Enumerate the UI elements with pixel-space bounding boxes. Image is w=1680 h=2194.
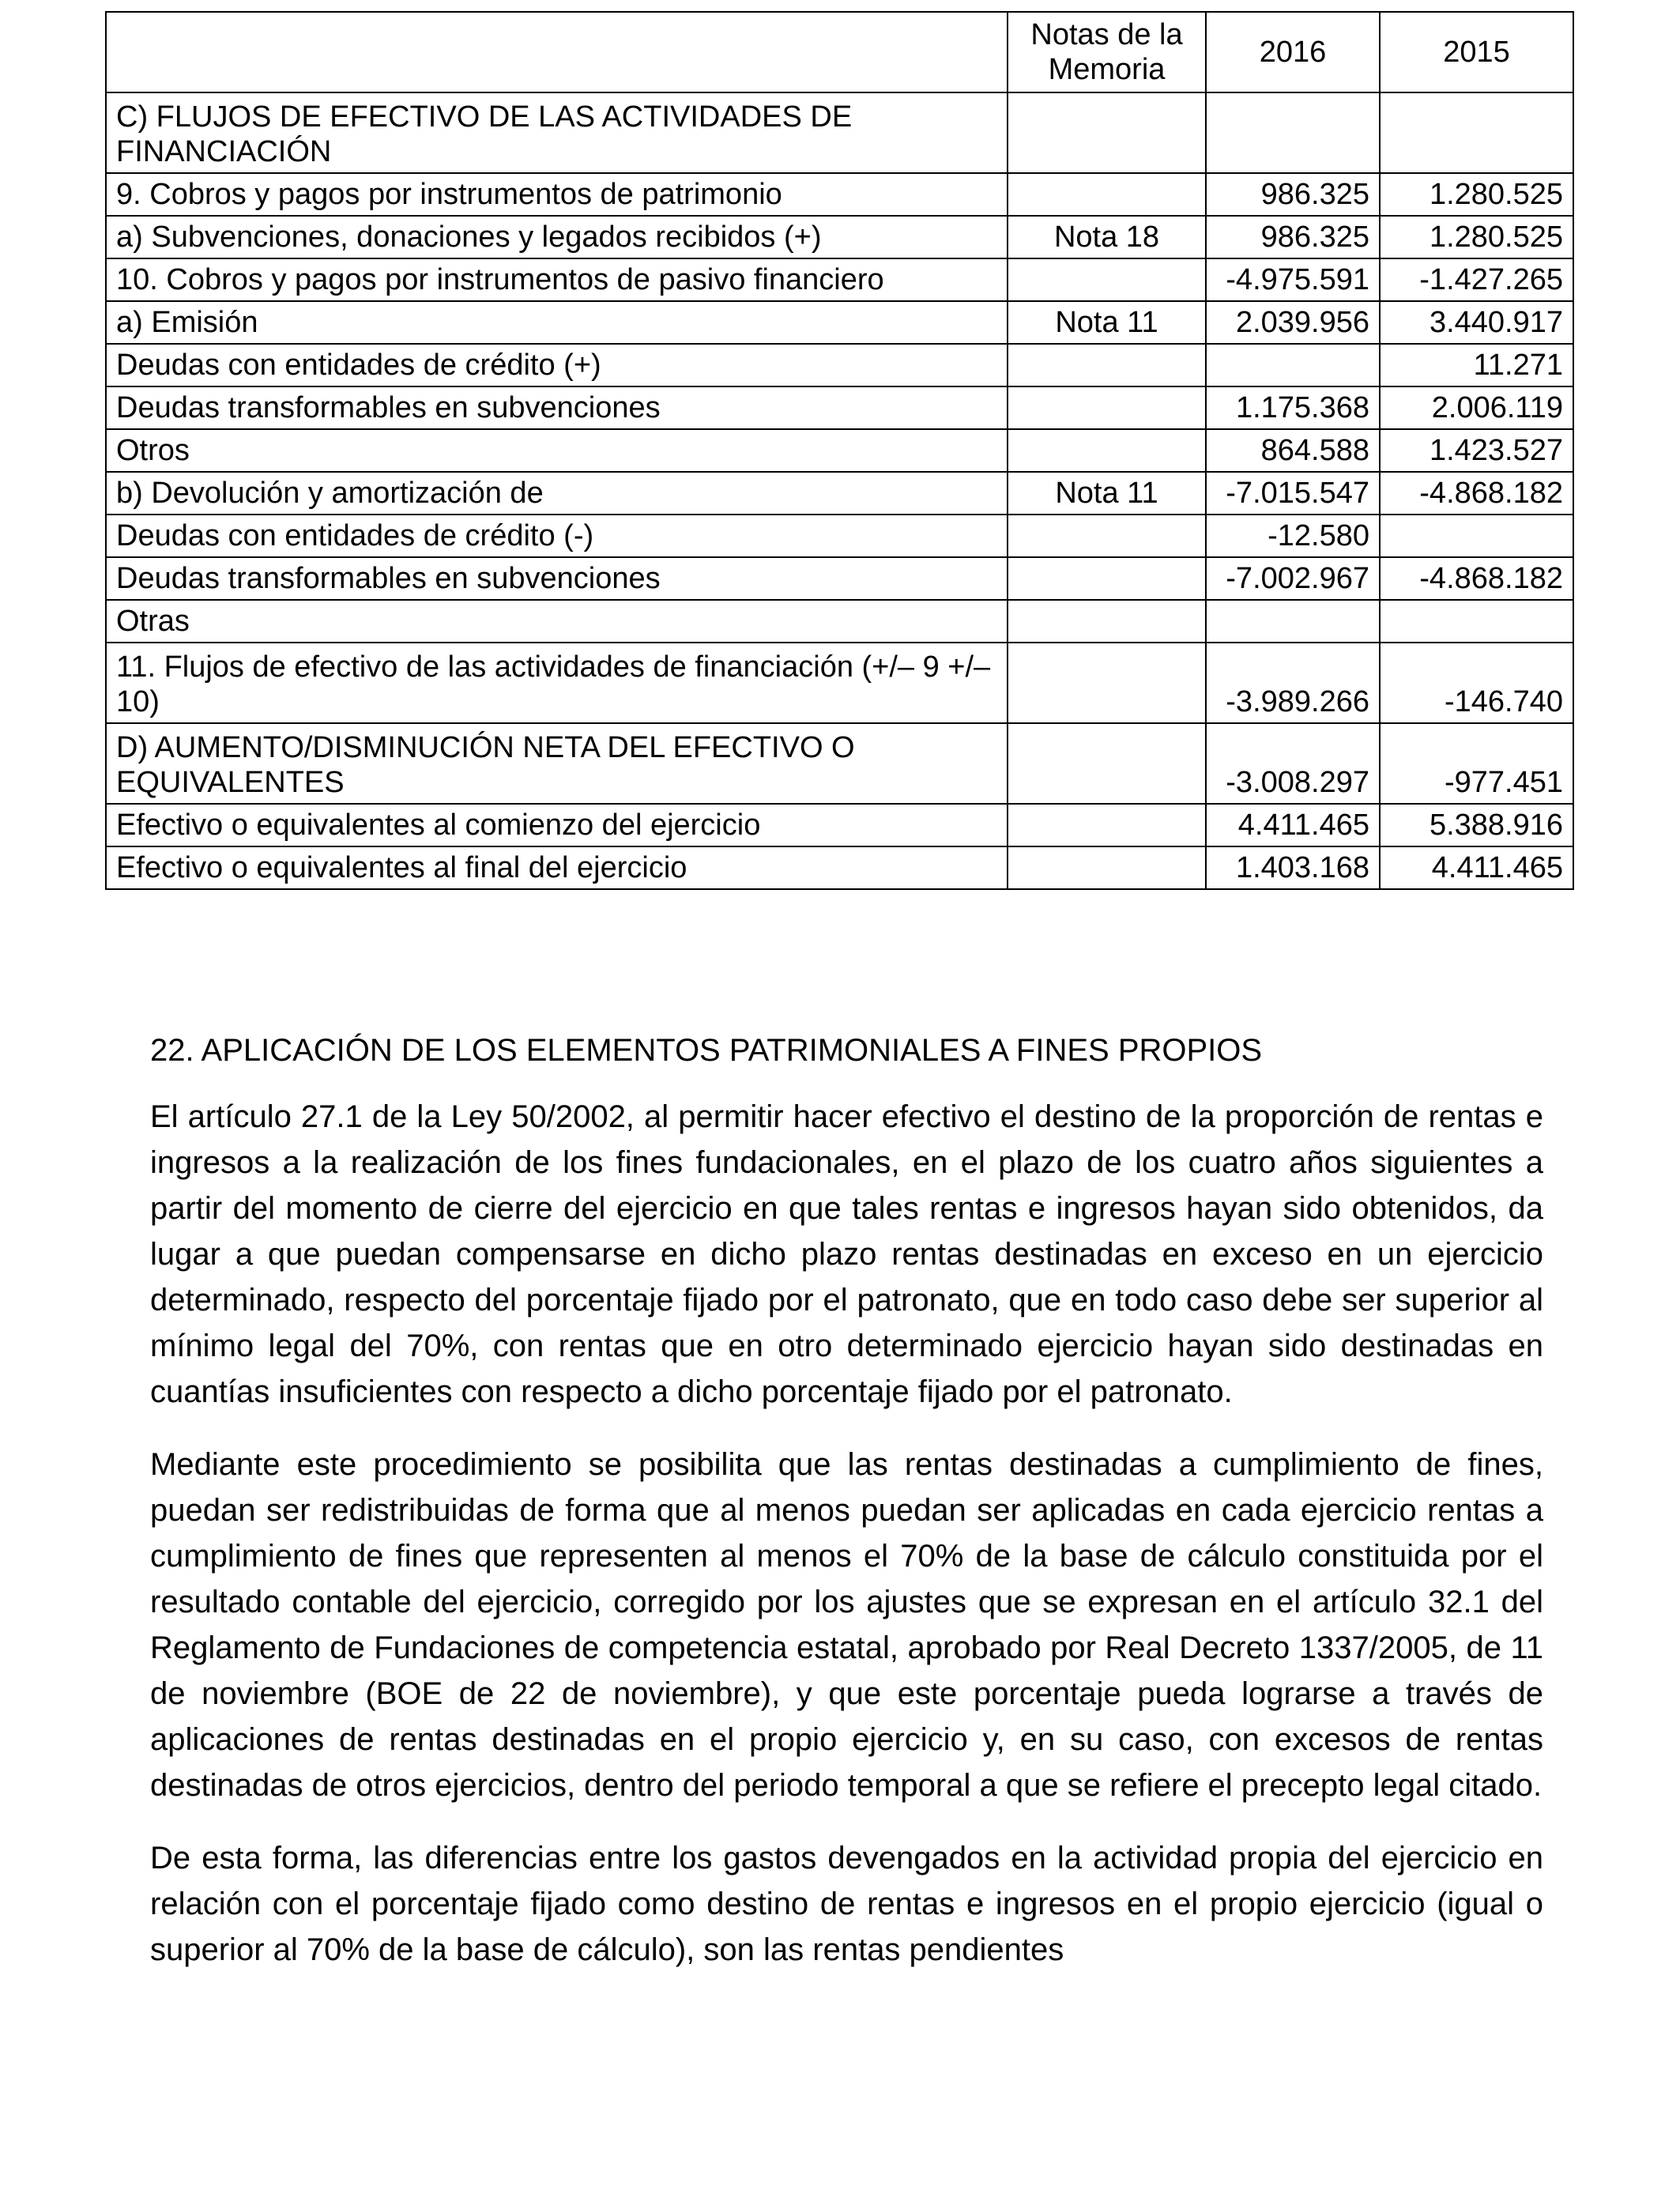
- row-value-2016: 1.175.368: [1206, 386, 1380, 429]
- row-value-2015: 1.280.525: [1380, 173, 1573, 216]
- row-label: C) FLUJOS DE EFECTIVO DE LAS ACTIVIDADES DE FINANCIACIÓN: [106, 92, 1008, 173]
- header-year-2016: 2016: [1206, 12, 1380, 92]
- row-note: Nota 18: [1008, 216, 1206, 258]
- row-note: [1008, 600, 1206, 643]
- row-label: a) Emisión: [106, 301, 1008, 344]
- row-note: [1008, 515, 1206, 557]
- row-label: 11. Flujos de efectivo de las actividades de financiación (+/– 9 +/– 10): [106, 643, 1008, 723]
- row-value-2016: -3.008.297: [1206, 723, 1380, 804]
- row-value-2016: 986.325: [1206, 216, 1380, 258]
- paragraph-3: De esta forma, las diferencias entre los gastos devengados en la actividad propia del ejercicio en relación con el porcentaje fijado como destino de rentas e ingresos en el propio ejercicio (igual o superior al 70% de la base de cálculo), son las rentas pendientes: [150, 1841, 1543, 1967]
- row-note: [1008, 92, 1206, 173]
- row-value-2016: 986.325: [1206, 173, 1380, 216]
- row-value-2016: -7.002.967: [1206, 557, 1380, 600]
- row-label: 10. Cobros y pagos por instrumentos de pasivo financiero: [106, 258, 1008, 301]
- table-header-row: [106, 12, 1573, 92]
- row-value-2015: -1.427.265: [1380, 258, 1573, 301]
- row-note: [1008, 429, 1206, 472]
- table-row: [106, 92, 1573, 173]
- row-note: [1008, 723, 1206, 804]
- table-row: [106, 515, 1573, 557]
- table-row: [106, 173, 1573, 216]
- row-value-2015: [1380, 600, 1573, 643]
- row-label: a) Subvenciones, donaciones y legados recibidos (+): [106, 216, 1008, 258]
- section-title: 22. APLICACIÓN DE LOS ELEMENTOS PATRIMONIALES A FINES PROPIOS: [150, 1033, 1263, 1068]
- row-note: [1008, 258, 1206, 301]
- row-label: Otras: [106, 600, 1008, 643]
- header-notes: Notas de la Memoria: [1008, 12, 1206, 92]
- table-row: [106, 557, 1573, 600]
- row-label: Efectivo o equivalentes al final del ejercicio: [106, 846, 1008, 889]
- cash-flow-table: [105, 11, 1574, 890]
- row-label: Otros: [106, 429, 1008, 472]
- row-label: Deudas transformables en subvenciones: [106, 386, 1008, 429]
- table-row: [106, 429, 1573, 472]
- row-label: Deudas con entidades de crédito (+): [106, 344, 1008, 386]
- row-value-2016: [1206, 600, 1380, 643]
- row-note: [1008, 173, 1206, 216]
- section-22: [150, 1027, 1543, 2000]
- row-value-2015: 11.271: [1380, 344, 1573, 386]
- row-value-2016: -7.015.547: [1206, 472, 1380, 515]
- row-label: D) AUMENTO/DISMINUCIÓN NETA DEL EFECTIVO O EQUIVALENTES: [106, 723, 1008, 804]
- row-value-2015: 5.388.916: [1380, 804, 1573, 846]
- table-row: [106, 804, 1573, 846]
- row-note: Nota 11: [1008, 472, 1206, 515]
- row-label: Efectivo o equivalentes al comienzo del ejercicio: [106, 804, 1008, 846]
- table-row: [106, 258, 1573, 301]
- paragraph-2: Mediante este procedimiento se posibilita que las rentas destinadas a cumplimiento de fines, puedan ser redistribuidas de forma que al menos puedan ser aplicadas en cada ejercicio rentas a cumplimiento de fines que representen al menos el 70% de la base de cálculo constituida por el resultado contable del ejercicio, corregido por los ajustes que se expresan en el artículo 32.1 del Reglamento de Fundaciones de competencia estatal, aprobado por Real Decreto 1337/2005, de 11 de noviembre (BOE de 22 de noviembre), y que este porcentaje pueda lograrse a través de aplicaciones de rentas destinadas en el propio ejercicio y, en su caso, con excesos de rentas destinadas de otros ejercicios, dentro del periodo temporal a que se refiere el precepto legal citado.: [150, 1447, 1543, 1803]
- row-value-2016: 864.588: [1206, 429, 1380, 472]
- row-value-2015: 1.423.527: [1380, 429, 1573, 472]
- row-value-2016: 4.411.465: [1206, 804, 1380, 846]
- row-value-2016: -12.580: [1206, 515, 1380, 557]
- row-label: b) Devolución y amortización de: [106, 472, 1008, 515]
- row-value-2015: 2.006.119: [1380, 386, 1573, 429]
- row-value-2015: -146.740: [1380, 643, 1573, 723]
- header-year-2015: 2015: [1380, 12, 1573, 92]
- row-note: [1008, 344, 1206, 386]
- row-value-2016: 2.039.956: [1206, 301, 1380, 344]
- row-value-2016: [1206, 344, 1380, 386]
- row-note: [1008, 643, 1206, 723]
- table-row: [106, 216, 1573, 258]
- row-note: [1008, 804, 1206, 846]
- row-value-2016: -4.975.591: [1206, 258, 1380, 301]
- table-row: [106, 643, 1573, 723]
- row-label: Deudas con entidades de crédito (-): [106, 515, 1008, 557]
- row-note: Nota 11: [1008, 301, 1206, 344]
- header-concept: [106, 12, 1008, 92]
- row-note: [1008, 557, 1206, 600]
- row-value-2016: [1206, 92, 1380, 173]
- table-row: [106, 472, 1573, 515]
- table-row: [106, 846, 1573, 889]
- row-value-2015: -977.451: [1380, 723, 1573, 804]
- row-value-2015: -4.868.182: [1380, 472, 1573, 515]
- row-value-2015: -4.868.182: [1380, 557, 1573, 600]
- table-row: [106, 386, 1573, 429]
- row-value-2015: [1380, 515, 1573, 557]
- row-value-2016: -3.989.266: [1206, 643, 1380, 723]
- row-note: [1008, 386, 1206, 429]
- table-row: [106, 301, 1573, 344]
- table-row: [106, 600, 1573, 643]
- table-row: [106, 344, 1573, 386]
- row-value-2015: 3.440.917: [1380, 301, 1573, 344]
- row-value-2015: 1.280.525: [1380, 216, 1573, 258]
- row-value-2015: [1380, 92, 1573, 173]
- paragraph-1: El artículo 27.1 de la Ley 50/2002, al permitir hacer efectivo el destino de la proporción de rentas e ingresos a la realización de los fines fundacionales, en el plazo de los cuatro años siguientes a partir del momento de cierre del ejercicio en que tales rentas e ingresos hayan sido obtenidos, da lugar a que puedan compensarse en dicho plazo rentas destinadas en exceso en un ejercicio determinado, respecto del porcentaje fijado por el patronato, que en todo caso debe ser superior al mínimo legal del 70%, con rentas que en otro determinado ejercicio hayan sido destinadas en cuantías insuficientes con respecto a dicho porcentaje fijado por el patronato.: [150, 1099, 1543, 1409]
- row-note: [1008, 846, 1206, 889]
- row-label: Deudas transformables en subvenciones: [106, 557, 1008, 600]
- table-row: [106, 723, 1573, 804]
- row-value-2015: 4.411.465: [1380, 846, 1573, 889]
- row-label: 9. Cobros y pagos por instrumentos de patrimonio: [106, 173, 1008, 216]
- row-value-2016: 1.403.168: [1206, 846, 1380, 889]
